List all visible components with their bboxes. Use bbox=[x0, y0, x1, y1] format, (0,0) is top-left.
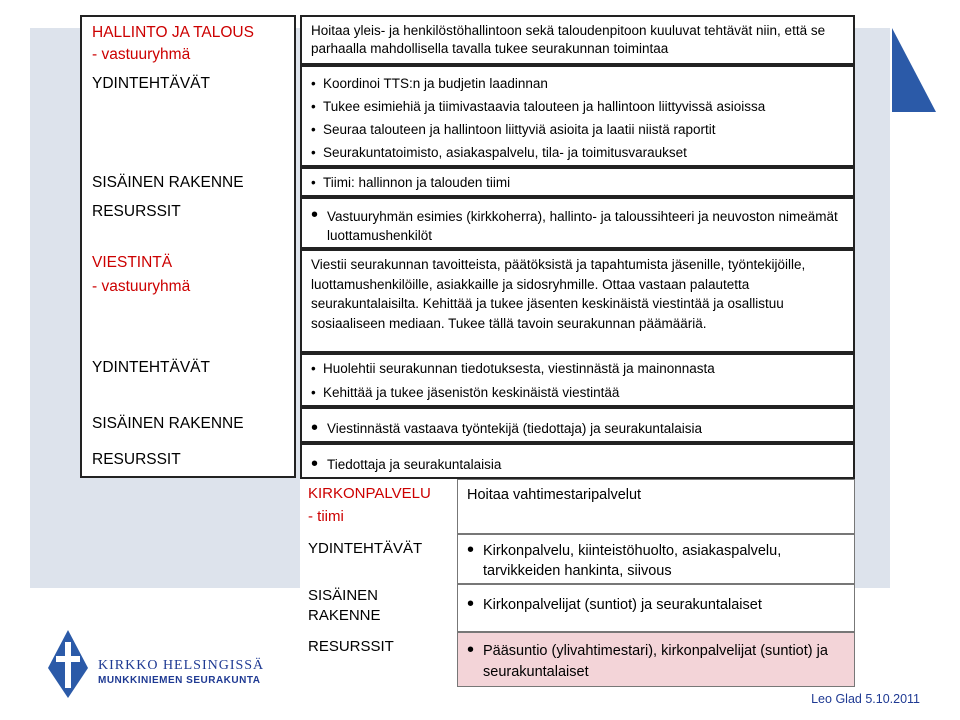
section3-resources: • Pääsuntio (ylivahtimestari), kirkonpalvelijat (suntiot) ja seurakuntalaiset bbox=[467, 641, 853, 683]
section2-resources-label: RESURSSIT bbox=[92, 451, 181, 468]
section2-structure-cell bbox=[300, 407, 855, 443]
section3-intro: Hoitaa vahtimestaripalvelut bbox=[467, 487, 642, 503]
section1-core-item: • Tukee esimiehiä ja tiimivastaavia talouteen ja hallintoon liittyvissä asioissa bbox=[311, 98, 765, 116]
section1-subtitle: - vastuuryhmä bbox=[92, 46, 191, 63]
section3-subtitle: - tiimi bbox=[308, 508, 344, 525]
section1-core-item: • Seurakuntatoimisto, asiakaspalvelu, tila- ja toimitusvaraukset bbox=[311, 144, 687, 162]
section1-resources: • Vastuuryhmän esimies (kirkkoherra), hallinto- ja taloussihteeri ja neuvoston nimeämät luottamushenkilöt bbox=[311, 207, 847, 245]
section3-intro-cell bbox=[457, 479, 855, 534]
section1-resources-label: RESURSSIT bbox=[92, 203, 181, 220]
section2-structure-label: SISÄINEN RAKENNE bbox=[92, 415, 244, 432]
footer-author-date: Leo Glad 5.10.2011 bbox=[811, 692, 920, 706]
section3-structure-cell bbox=[457, 584, 855, 632]
section3-label-column bbox=[300, 479, 457, 689]
section1-core-item: • Koordinoi TTS:n ja budjetin laadinnan bbox=[311, 75, 548, 93]
section1-structure: • Tiimi: hallinnon ja talouden tiimi bbox=[311, 174, 510, 192]
section3-title: KIRKONPALVELU bbox=[308, 485, 431, 502]
section3-core: • Kirkonpalvelu, kiinteistöhuolto, asiakaspalvelu, tarvikkeiden hankinta, siivous bbox=[467, 541, 853, 581]
section2-resources: • Tiedottaja ja seurakuntalaisia bbox=[311, 455, 501, 475]
cross-emblem-icon bbox=[46, 628, 90, 700]
section1-intro: Hoitaa yleis- ja henkilöstöhallintoon sekä taloudenpitoon kuuluvat tehtävät niin, että se parhaalla mahdollisella tavalla tukee seurakunnan toimintaa bbox=[311, 23, 826, 56]
section2-subtitle: - vastuuryhmä bbox=[92, 278, 191, 295]
section3-resources-label: RESURSSIT bbox=[308, 638, 394, 655]
section3-core-label: YDINTEHTÄVÄT bbox=[308, 540, 423, 557]
section2-core-item: • Huolehtii seurakunnan tiedotuksesta, viestinnästä ja mainonnasta bbox=[311, 360, 715, 378]
section1-resources-cell bbox=[300, 197, 855, 249]
section3-structure: • Kirkonpalvelijat (suntiot) ja seurakuntalaiset bbox=[467, 595, 762, 615]
section3-resources-cell bbox=[457, 632, 855, 687]
corner-wedge-shape bbox=[892, 28, 936, 112]
section1-core-label: YDINTEHTÄVÄT bbox=[92, 75, 210, 92]
left-label-column bbox=[80, 15, 296, 478]
section2-core-cell bbox=[300, 353, 855, 407]
section3-core-cell bbox=[457, 534, 855, 584]
section1-title: HALLINTO JA TALOUS bbox=[92, 24, 254, 41]
section2-intro: Viestii seurakunnan tavoitteista, päätöksistä ja tapahtumista jäsenille, työntekijöille, luottamushenkilöille, asiakkaille ja sidosryhmille. Ottaa vastaan palautetta seurakuntalaisilta. Kehittää ja tukee jäsenten keskinäistä viestintää ja osallistuu sosiaaliseen mediaan. Tukee tällä tavoin seurakunnan päämääriä. bbox=[311, 257, 806, 331]
section3-structure-label: SISÄINEN RAKENNE bbox=[308, 587, 381, 624]
section2-structure: • Viestinnästä vastaava työntekijä (tiedottaja) ja seurakuntalaisia bbox=[311, 419, 702, 439]
section1-core-item: • Seuraa talouteen ja hallintoon liittyviä asioita ja laatii niistä raportit bbox=[311, 121, 715, 139]
section1-intro-cell bbox=[300, 15, 855, 65]
section1-structure-cell bbox=[300, 167, 855, 197]
section2-core-label: YDINTEHTÄVÄT bbox=[92, 359, 210, 376]
section2-title: VIESTINTÄ bbox=[92, 254, 173, 271]
section1-structure-label: SISÄINEN RAKENNE bbox=[92, 174, 244, 191]
logo-line2: MUNKKINIEMEN SEURAKUNTA bbox=[98, 675, 261, 686]
logo-line1: KIRKKO HELSINGISSÄ bbox=[98, 658, 265, 673]
section1-core-cell bbox=[300, 65, 855, 167]
section2-core-item: • Kehittää ja tukee jäsenistön keskinäistä viestintää bbox=[311, 384, 619, 402]
section2-resources-cell bbox=[300, 443, 855, 479]
section2-intro-cell bbox=[300, 249, 855, 353]
